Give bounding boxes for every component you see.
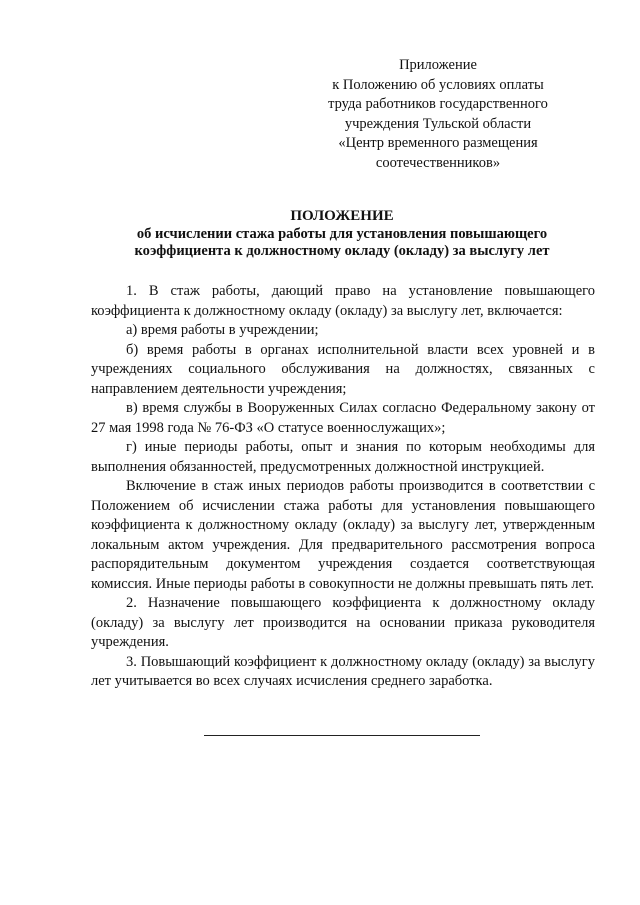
appendix-line-5: «Центр временного размещения [338, 135, 538, 151]
appendix-line-1: Приложение [399, 57, 477, 73]
document-title: ПОЛОЖЕНИЕ [290, 208, 394, 224]
appendix-line-2: к Положению об условиях оплаты [332, 76, 544, 93]
document-subtitle-line-2: коэффициента к должностному окладу (окладу) за выслугу лет [134, 243, 550, 259]
paragraph-1: 1. В стаж работы, дающий право на установление повышающего коэффициента к должностному окладу (окладу) за выслугу лет, включается: [91, 283, 595, 319]
paragraph-1c: в) время службы в Вооруженных Силах согласно Федеральному закону от 27 мая 1998 года № 76-ФЗ «О статусе военнослужащих»; [91, 400, 595, 436]
appendix-line-4: учреждения Тульской области [344, 115, 532, 132]
closing-divider [204, 735, 480, 736]
document-body [91, 282, 595, 692]
appendix-line-3: труда работников государственного [328, 96, 548, 112]
appendix-block [300, 56, 576, 173]
document-heading [80, 208, 604, 260]
document-subtitle-line-1: об исчислении стажа работы для установления повышающего [136, 226, 548, 242]
paragraph-2: 2. Назначение повышающего коэффициента к должностному окладу (окладу) за выслугу лет производится на основании приказа руководителя учреждения. [91, 595, 595, 650]
paragraph-3: 3. Повышающий коэффициент к должностному окладу (окладу) за выслугу лет учитывается во всех случаях исчисления среднего заработка. [91, 653, 595, 689]
paragraph-1d: г) иные периоды работы, опыт и знания по которым необходимы для выполнения обязанностей, предусмотренных должностной инструкцией. [91, 439, 595, 475]
appendix-line-6: соотечественников» [375, 154, 501, 171]
paragraph-inclusion: Включение в стаж иных периодов работы производится в соответствии с Положением об исчислении стажа работы для установления повышающего коэффициента к должностному окладу (окладу) за выслугу лет, утвержденным локальным актом учреждения. Для предварительного рассмотрения вопроса распорядительным документом учреждения создается соответствующая комиссия. Иные периоды работы в совокупности не должны превышать пять лет. [91, 478, 595, 592]
paragraph-1a: а) время работы в учреждении; [126, 322, 319, 338]
paragraph-1b: б) время работы в органах исполнительной власти всех уровней и в учреждениях социального обслуживания на должностях, связанных с направлением деятельности учреждения; [91, 341, 595, 397]
